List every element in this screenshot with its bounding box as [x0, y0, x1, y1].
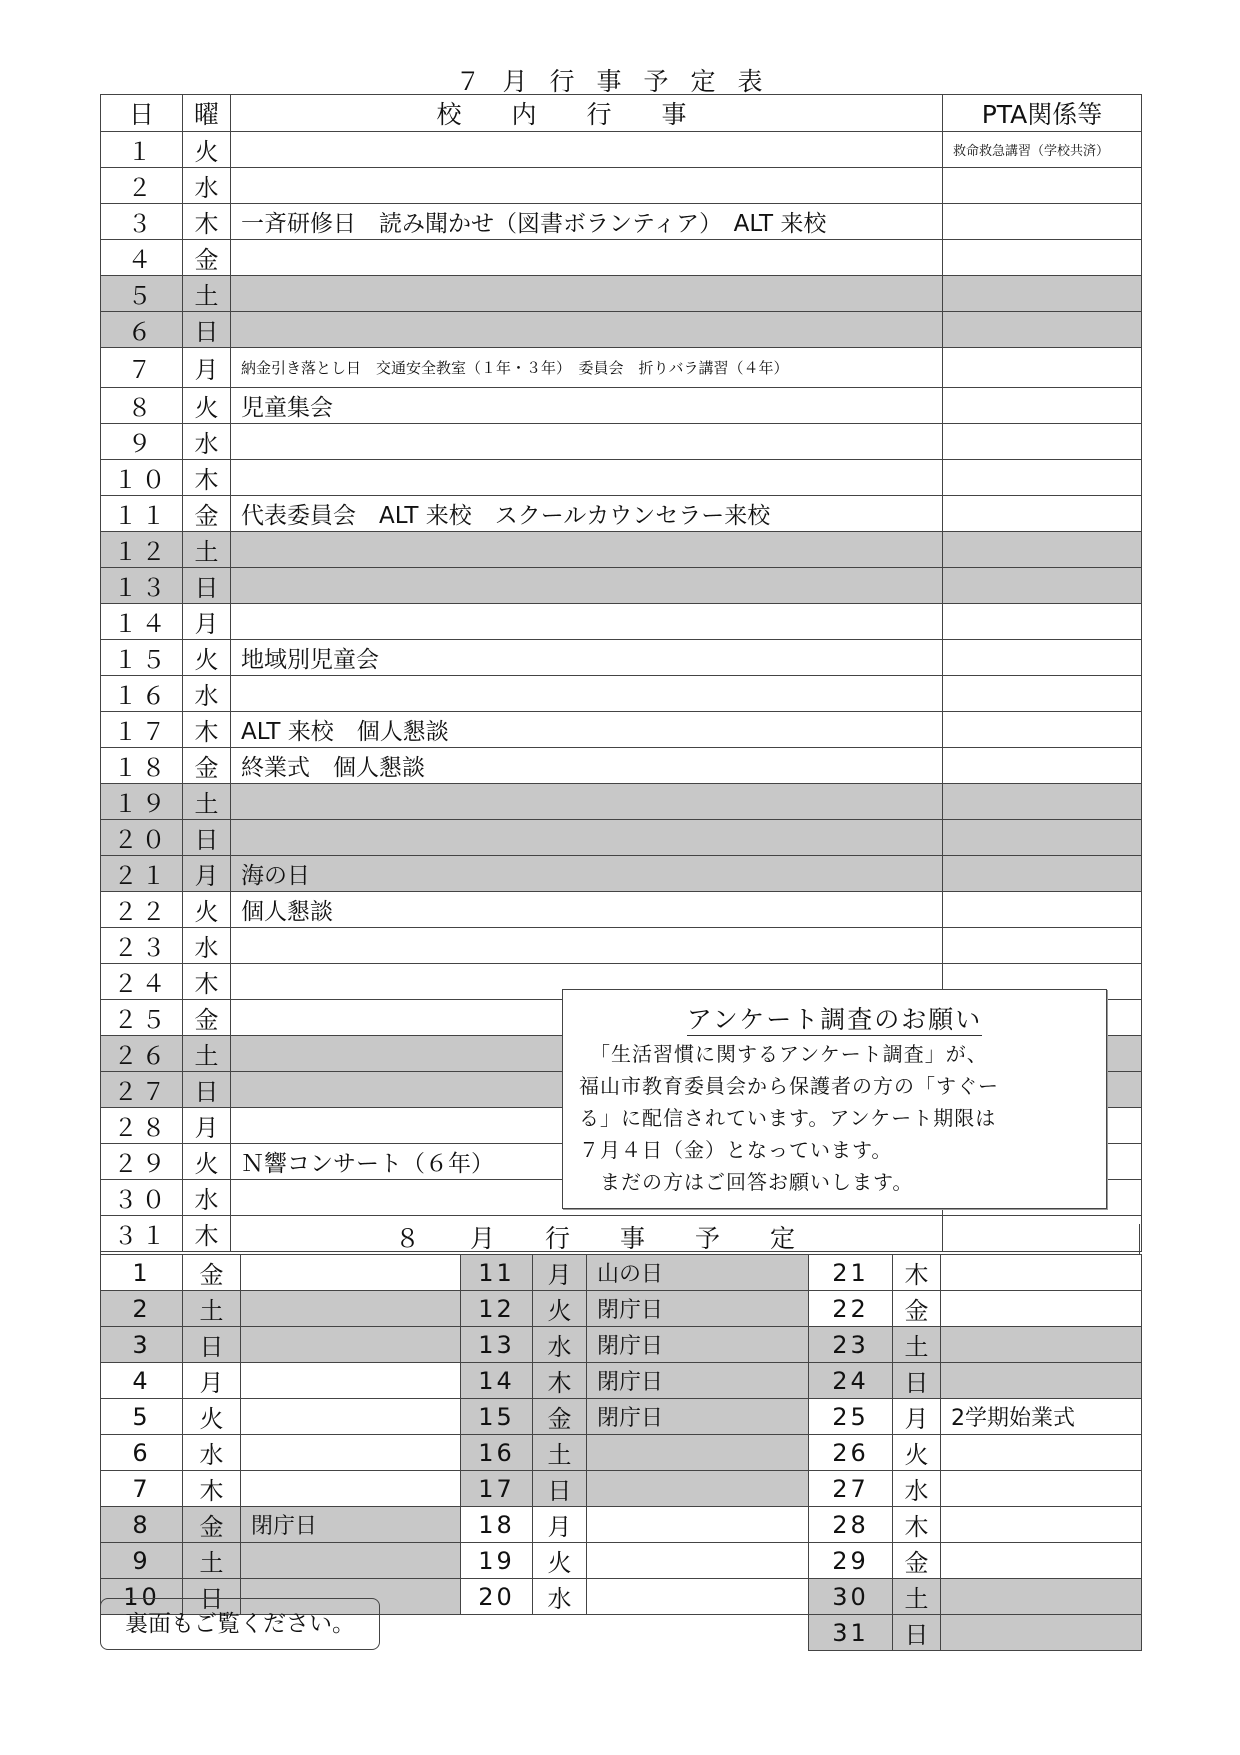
table-row	[101, 460, 1142, 496]
aug-day-cell: 4	[101, 1363, 183, 1399]
day-cell: ４	[101, 240, 183, 276]
aug-event-cell	[941, 1291, 1142, 1327]
weekday-cell: 水	[183, 424, 231, 460]
aug-weekday-cell: 土	[533, 1435, 587, 1471]
pta-cell: 救命救急講習（学校共済）	[943, 132, 1142, 168]
event-cell	[231, 240, 943, 276]
survey-notice-box	[562, 989, 1107, 1209]
notice-line: 福山市教育委員会から保護者の方の「すぐー	[579, 1074, 999, 1098]
aug-event-cell	[941, 1255, 1142, 1291]
aug-day-cell: 23	[809, 1327, 893, 1363]
aug-day-cell: 1	[101, 1255, 183, 1291]
aug-weekday-cell: 土	[183, 1543, 241, 1579]
aug-weekday-cell: 木	[533, 1363, 587, 1399]
aug-weekday-cell: 金	[893, 1543, 941, 1579]
aug-day-cell: 25	[809, 1399, 893, 1435]
aug-day-cell: 27	[809, 1471, 893, 1507]
aug-event-cell: 2学期始業式	[941, 1399, 1142, 1435]
table-row	[101, 1291, 461, 1327]
aug-weekday-cell: 火	[183, 1399, 241, 1435]
august-table-col3	[808, 1254, 1142, 1651]
event-cell: 代表委員会 ALT 来校 スクールカウンセラー来校	[231, 496, 943, 532]
table-row	[101, 1435, 461, 1471]
weekday-cell: 金	[183, 748, 231, 784]
aug-event-cell	[941, 1471, 1142, 1507]
pta-cell	[943, 532, 1142, 568]
weekday-cell: 水	[183, 1180, 231, 1216]
see-reverse-note: 裏面もご覧ください。	[100, 1598, 380, 1650]
day-cell: １２	[101, 532, 183, 568]
header-pta: PTA関係等	[943, 95, 1142, 132]
table-row	[101, 748, 1142, 784]
day-cell: ２０	[101, 820, 183, 856]
table-row	[101, 1363, 461, 1399]
table-row	[461, 1399, 809, 1435]
day-cell: １９	[101, 784, 183, 820]
day-cell: １４	[101, 604, 183, 640]
aug-day-cell: 18	[461, 1507, 533, 1543]
table-row	[461, 1363, 809, 1399]
aug-event-cell	[241, 1471, 461, 1507]
aug-day-cell: 16	[461, 1435, 533, 1471]
table-row	[461, 1255, 809, 1291]
day-cell: ２２	[101, 892, 183, 928]
event-cell	[231, 604, 943, 640]
aug-event-cell	[241, 1327, 461, 1363]
aug-day-cell: 30	[809, 1579, 893, 1615]
table-row	[101, 568, 1142, 604]
aug-weekday-cell: 木	[893, 1507, 941, 1543]
pta-cell	[943, 276, 1142, 312]
day-cell: １６	[101, 676, 183, 712]
aug-day-cell: 3	[101, 1327, 183, 1363]
table-row	[809, 1543, 1142, 1579]
pta-cell	[943, 820, 1142, 856]
aug-weekday-cell: 日	[893, 1615, 941, 1651]
weekday-cell: 金	[183, 1000, 231, 1036]
aug-day-cell: 29	[809, 1543, 893, 1579]
day-cell: ５	[101, 276, 183, 312]
pta-cell	[943, 856, 1142, 892]
aug-event-cell: 閉庁日	[587, 1327, 809, 1363]
pta-cell	[943, 928, 1142, 964]
weekday-cell: 日	[183, 820, 231, 856]
weekday-cell: 木	[183, 712, 231, 748]
aug-day-cell: 24	[809, 1363, 893, 1399]
event-cell: 一斉研修日 読み聞かせ（図書ボランティア） ALT 来校	[231, 204, 943, 240]
table-row	[101, 640, 1142, 676]
table-row	[809, 1507, 1142, 1543]
table-row	[101, 312, 1142, 348]
day-cell: ３１	[101, 1216, 183, 1252]
aug-weekday-cell: 日	[183, 1327, 241, 1363]
event-cell	[231, 276, 943, 312]
pta-cell	[943, 712, 1142, 748]
weekday-cell: 日	[183, 568, 231, 604]
aug-event-cell	[941, 1543, 1142, 1579]
july-header-row	[101, 95, 1142, 132]
pta-cell	[943, 784, 1142, 820]
aug-event-cell	[587, 1471, 809, 1507]
weekday-cell: 火	[183, 640, 231, 676]
aug-weekday-cell: 日	[533, 1471, 587, 1507]
aug-event-cell: 閉庁日	[241, 1507, 461, 1543]
aug-weekday-cell: 金	[533, 1399, 587, 1435]
event-cell: 児童集会	[231, 388, 943, 424]
table-row	[101, 204, 1142, 240]
weekday-cell: 木	[183, 204, 231, 240]
aug-weekday-cell: 金	[893, 1291, 941, 1327]
aug-weekday-cell: 金	[183, 1507, 241, 1543]
pta-cell	[943, 204, 1142, 240]
table-row	[101, 1507, 461, 1543]
day-cell: ２９	[101, 1144, 183, 1180]
pta-cell	[943, 892, 1142, 928]
day-cell: ３	[101, 204, 183, 240]
day-cell: ２４	[101, 964, 183, 1000]
table-row	[101, 856, 1142, 892]
weekday-cell: 火	[183, 892, 231, 928]
event-cell	[231, 424, 943, 460]
event-cell: 海の日	[231, 856, 943, 892]
header-day: 日	[101, 95, 183, 132]
aug-day-cell: 21	[809, 1255, 893, 1291]
aug-event-cell	[587, 1543, 809, 1579]
day-cell: ２７	[101, 1072, 183, 1108]
weekday-cell: 木	[183, 1216, 231, 1252]
pta-cell	[943, 676, 1142, 712]
aug-event-cell: 閉庁日	[587, 1363, 809, 1399]
weekday-cell: 金	[183, 240, 231, 276]
weekday-cell: 水	[183, 168, 231, 204]
table-row	[101, 168, 1142, 204]
event-cell: 終業式 個人懇談	[231, 748, 943, 784]
table-row	[461, 1435, 809, 1471]
header-weekday: 曜	[183, 95, 231, 132]
aug-event-cell	[941, 1615, 1142, 1651]
table-row	[809, 1363, 1142, 1399]
table-row	[101, 820, 1142, 856]
event-cell: 個人懇談	[231, 892, 943, 928]
aug-event-cell	[941, 1507, 1142, 1543]
aug-weekday-cell: 土	[893, 1327, 941, 1363]
aug-weekday-cell: 水	[893, 1471, 941, 1507]
weekday-cell: 木	[183, 460, 231, 496]
aug-day-cell: 17	[461, 1471, 533, 1507]
weekday-cell: 日	[183, 1072, 231, 1108]
aug-day-cell: 26	[809, 1435, 893, 1471]
aug-day-cell: 31	[809, 1615, 893, 1651]
day-cell: ７	[101, 348, 183, 388]
table-row	[461, 1579, 809, 1615]
aug-event-cell	[241, 1255, 461, 1291]
notice-line: 「生活習慣に関するアンケート調査」が、	[579, 1042, 988, 1066]
aug-weekday-cell: 日	[893, 1363, 941, 1399]
notice-line: ７月４日（金）となっています。	[579, 1138, 893, 1162]
aug-weekday-cell: 月	[533, 1255, 587, 1291]
event-cell	[231, 460, 943, 496]
event-cell	[231, 168, 943, 204]
day-cell: １８	[101, 748, 183, 784]
aug-weekday-cell: 月	[533, 1507, 587, 1543]
table-row	[101, 240, 1142, 276]
table-row	[101, 1327, 461, 1363]
aug-event-cell	[241, 1543, 461, 1579]
aug-event-cell	[241, 1363, 461, 1399]
aug-event-cell	[941, 1579, 1142, 1615]
day-cell: １０	[101, 460, 183, 496]
pta-cell	[943, 604, 1142, 640]
event-cell	[231, 132, 943, 168]
aug-weekday-cell: 火	[533, 1543, 587, 1579]
notice-title: アンケート調査のお願い	[686, 1005, 983, 1034]
aug-day-cell: 22	[809, 1291, 893, 1327]
table-row	[101, 132, 1142, 168]
table-row	[809, 1471, 1142, 1507]
day-cell: １	[101, 132, 183, 168]
weekday-cell: 月	[183, 856, 231, 892]
day-cell: ３０	[101, 1180, 183, 1216]
pta-cell	[943, 312, 1142, 348]
day-cell: ２	[101, 168, 183, 204]
aug-event-cell	[941, 1363, 1142, 1399]
pta-cell	[943, 168, 1142, 204]
aug-weekday-cell: 金	[183, 1255, 241, 1291]
notice-line: る」に配信されています。アンケート期限は	[579, 1106, 997, 1130]
pta-cell	[943, 568, 1142, 604]
event-cell	[231, 676, 943, 712]
aug-day-cell: 2	[101, 1291, 183, 1327]
aug-day-cell: 5	[101, 1399, 183, 1435]
aug-day-cell: 28	[809, 1507, 893, 1543]
notice-body	[563, 1036, 1106, 1198]
table-row	[101, 424, 1142, 460]
pta-cell	[943, 240, 1142, 276]
day-cell: ６	[101, 312, 183, 348]
weekday-cell: 火	[183, 388, 231, 424]
weekday-cell: 水	[183, 676, 231, 712]
table-row	[101, 348, 1142, 388]
pta-cell	[943, 348, 1142, 388]
event-cell: ALT 来校 個人懇談	[231, 712, 943, 748]
aug-weekday-cell: 木	[183, 1471, 241, 1507]
aug-event-cell	[241, 1291, 461, 1327]
day-cell: ２８	[101, 1108, 183, 1144]
aug-event-cell: 閉庁日	[587, 1399, 809, 1435]
aug-weekday-cell: 木	[893, 1255, 941, 1291]
aug-weekday-cell: 日	[183, 1579, 241, 1615]
weekday-cell: 火	[183, 132, 231, 168]
aug-event-cell	[241, 1399, 461, 1435]
day-cell: ２５	[101, 1000, 183, 1036]
table-row	[809, 1615, 1142, 1651]
event-cell: Ｎ響コンサート（６年）	[231, 1144, 943, 1180]
event-cell	[231, 312, 943, 348]
table-row	[101, 1399, 461, 1435]
aug-day-cell: 8	[101, 1507, 183, 1543]
event-cell: 納金引き落とし日 交通安全教室（１年・３年） 委員会 折りバラ講習（４年）	[231, 348, 943, 388]
day-cell: ９	[101, 424, 183, 460]
table-row	[101, 1471, 461, 1507]
aug-day-cell: 10	[101, 1579, 183, 1615]
day-cell: １１	[101, 496, 183, 532]
table-row	[101, 928, 1142, 964]
table-row	[101, 604, 1142, 640]
pta-cell	[943, 496, 1142, 532]
table-row	[461, 1327, 809, 1363]
table-row	[101, 712, 1142, 748]
notice-line: まだの方はご回答お願いします。	[579, 1170, 914, 1194]
event-cell	[231, 784, 943, 820]
table-row	[461, 1543, 809, 1579]
aug-day-cell: 12	[461, 1291, 533, 1327]
day-cell: １７	[101, 712, 183, 748]
august-title: ８月行事予定	[100, 1224, 1140, 1254]
table-row	[101, 276, 1142, 312]
table-row	[461, 1291, 809, 1327]
aug-day-cell: 19	[461, 1543, 533, 1579]
table-row	[461, 1471, 809, 1507]
pta-cell	[943, 424, 1142, 460]
table-row	[101, 892, 1142, 928]
day-cell: ２６	[101, 1036, 183, 1072]
aug-weekday-cell: 月	[893, 1399, 941, 1435]
day-cell: １３	[101, 568, 183, 604]
table-row	[461, 1507, 809, 1543]
pta-cell	[943, 640, 1142, 676]
aug-event-cell	[941, 1435, 1142, 1471]
weekday-cell: 土	[183, 1036, 231, 1072]
table-row	[101, 1255, 461, 1291]
day-cell: １５	[101, 640, 183, 676]
aug-day-cell: 20	[461, 1579, 533, 1615]
table-row	[101, 1543, 461, 1579]
july-title: ７月行事予定表	[455, 67, 785, 96]
aug-event-cell: 閉庁日	[587, 1291, 809, 1327]
aug-weekday-cell: 水	[533, 1327, 587, 1363]
aug-weekday-cell: 月	[183, 1363, 241, 1399]
event-cell	[231, 928, 943, 964]
weekday-cell: 土	[183, 276, 231, 312]
table-row	[809, 1435, 1142, 1471]
table-row	[809, 1327, 1142, 1363]
weekday-cell: 木	[183, 964, 231, 1000]
table-row	[809, 1399, 1142, 1435]
event-cell	[231, 532, 943, 568]
table-row	[101, 784, 1142, 820]
pta-cell	[943, 748, 1142, 784]
aug-weekday-cell: 水	[533, 1579, 587, 1615]
pta-cell	[943, 460, 1142, 496]
aug-weekday-cell: 土	[183, 1291, 241, 1327]
aug-weekday-cell: 水	[183, 1435, 241, 1471]
aug-event-cell	[241, 1435, 461, 1471]
event-cell	[231, 820, 943, 856]
aug-day-cell: 7	[101, 1471, 183, 1507]
weekday-cell: 日	[183, 312, 231, 348]
aug-day-cell: 6	[101, 1435, 183, 1471]
aug-day-cell: 9	[101, 1543, 183, 1579]
table-row	[101, 496, 1142, 532]
aug-event-cell	[941, 1327, 1142, 1363]
aug-event-cell	[587, 1507, 809, 1543]
weekday-cell: 金	[183, 496, 231, 532]
event-cell	[231, 568, 943, 604]
aug-day-cell: 15	[461, 1399, 533, 1435]
weekday-cell: 土	[183, 784, 231, 820]
aug-day-cell: 13	[461, 1327, 533, 1363]
table-row	[809, 1579, 1142, 1615]
weekday-cell: 月	[183, 604, 231, 640]
weekday-cell: 火	[183, 1144, 231, 1180]
aug-event-cell	[587, 1579, 809, 1615]
table-row	[809, 1291, 1142, 1327]
table-row	[809, 1255, 1142, 1291]
weekday-cell: 水	[183, 928, 231, 964]
august-table-col2	[460, 1254, 809, 1615]
weekday-cell: 月	[183, 348, 231, 388]
pta-cell	[943, 388, 1142, 424]
event-cell: 地域別児童会	[231, 640, 943, 676]
weekday-cell: 土	[183, 532, 231, 568]
aug-event-cell: 山の日	[587, 1255, 809, 1291]
aug-weekday-cell: 火	[533, 1291, 587, 1327]
table-row	[101, 676, 1142, 712]
table-row	[101, 388, 1142, 424]
day-cell: ８	[101, 388, 183, 424]
header-events: 校内行事	[231, 95, 943, 132]
aug-weekday-cell: 火	[893, 1435, 941, 1471]
aug-weekday-cell: 土	[893, 1579, 941, 1615]
weekday-cell: 月	[183, 1108, 231, 1144]
august-table-col1	[100, 1254, 461, 1615]
day-cell: ２３	[101, 928, 183, 964]
day-cell: ２１	[101, 856, 183, 892]
aug-event-cell	[587, 1435, 809, 1471]
table-row	[101, 532, 1142, 568]
aug-day-cell: 14	[461, 1363, 533, 1399]
aug-day-cell: 11	[461, 1255, 533, 1291]
